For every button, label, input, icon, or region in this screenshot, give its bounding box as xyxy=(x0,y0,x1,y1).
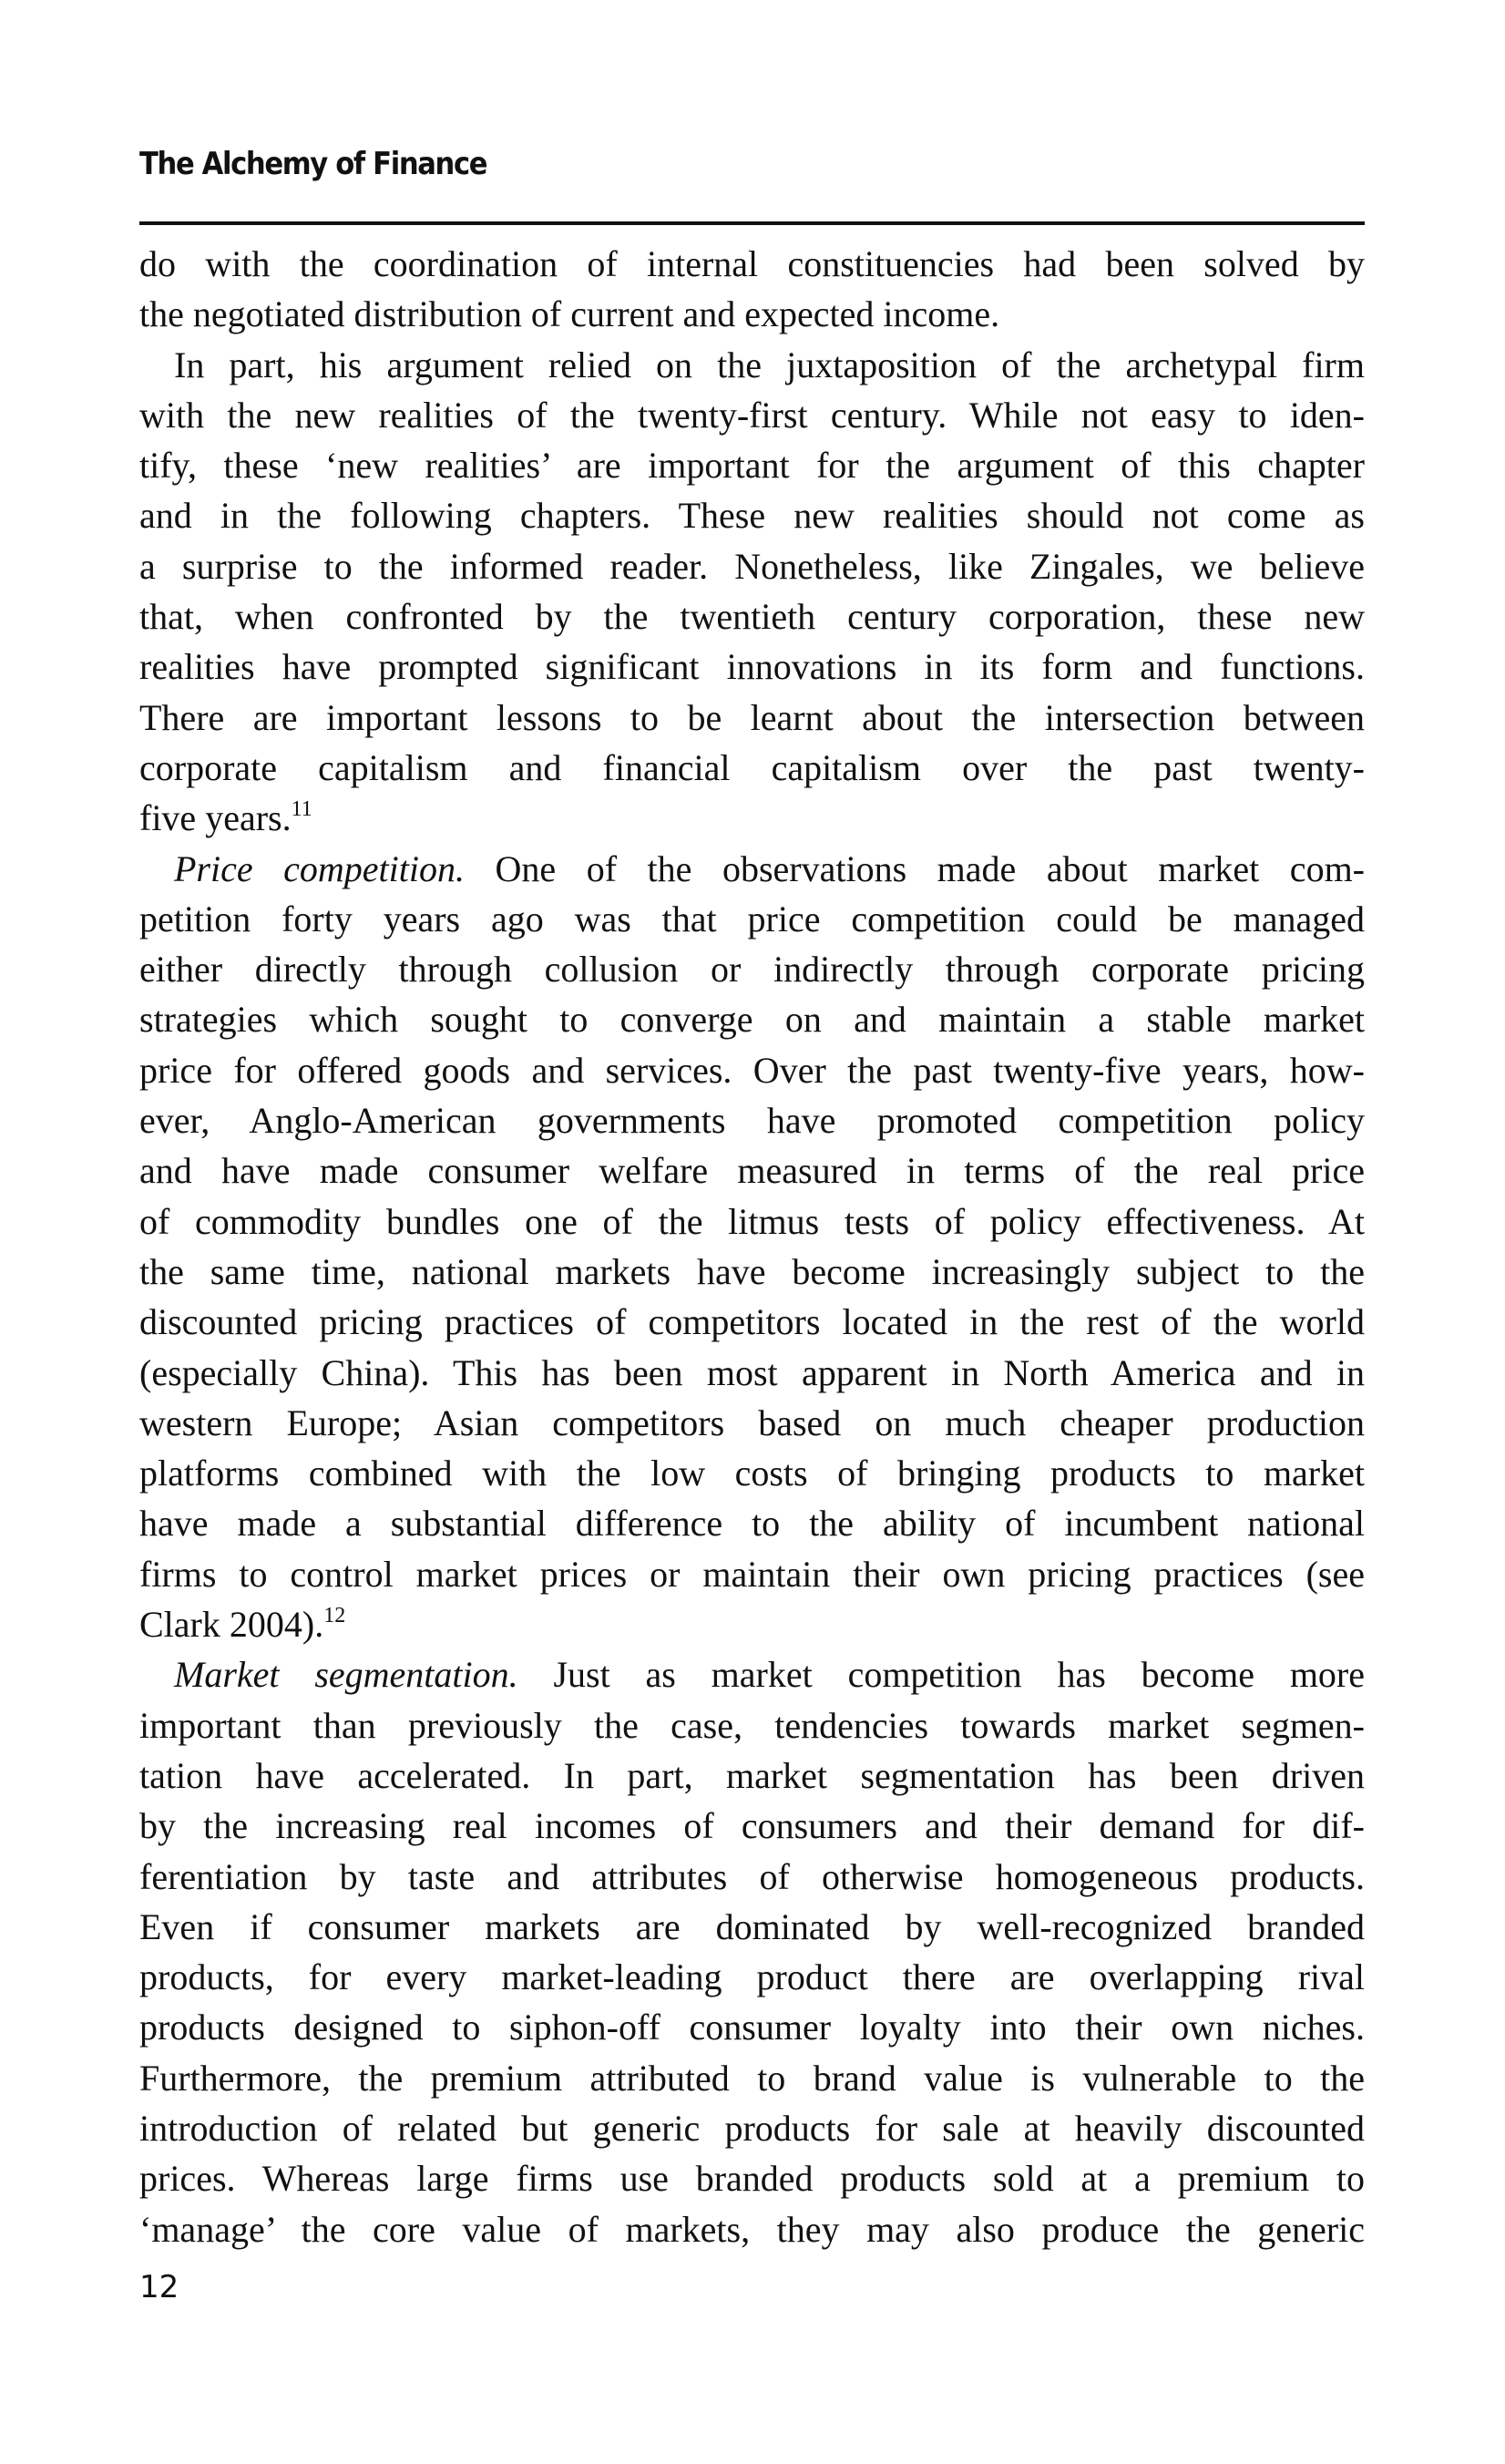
text-line: the negotiated distribution of current and expected income. xyxy=(139,293,1000,335)
page-number: 12 xyxy=(139,2269,179,2305)
text-line: important than previously the case, tendencies towards market segmen- xyxy=(139,1704,1365,1746)
text-line: by the increasing real incomes of consumers and their demand for dif- xyxy=(139,1805,1365,1847)
text-line: platforms combined with the low costs of bringing products to market xyxy=(139,1453,1365,1494)
text-line: and have made consumer welfare measured in terms of the real price xyxy=(139,1150,1365,1192)
italic-run-in-heading: Price competition. xyxy=(174,847,465,889)
text-line: There are important lessons to be learnt about the intersection between xyxy=(139,696,1365,738)
text-line: strategies which sought to converge on and maintain a stable market xyxy=(139,999,1365,1041)
text-line xyxy=(139,844,1365,894)
text-line: with the new realities of the twenty-first century. While not easy to iden- xyxy=(139,394,1365,436)
running-header-title: The Alchemy of Finance xyxy=(139,146,487,182)
line-text: Clark 2004). xyxy=(139,1604,324,1646)
footnote-marker[interactable]: 11 xyxy=(291,797,312,822)
text-line xyxy=(139,1599,1365,1649)
text-line: prices. Whereas large firms use branded products sold at a premium to xyxy=(139,2158,1365,2200)
footnote-marker[interactable]: 12 xyxy=(323,1604,346,1628)
body-text xyxy=(139,239,1365,2254)
text-line: Even if consumer markets are dominated by well-recognized branded xyxy=(139,1905,1365,1947)
text-line xyxy=(139,1649,1365,1699)
text-line: tify, these ‘new realities’ are important for the argument of this chapter xyxy=(139,445,1365,487)
text-line: of commodity bundles one of the litmus tests of policy effectiveness. At xyxy=(139,1200,1365,1242)
text-line: ever, Anglo-American governments have promoted competition policy xyxy=(139,1100,1365,1142)
text-line: price for offered goods and services. Over the past twenty-five years, how- xyxy=(139,1049,1365,1091)
text-line: Furthermore, the premium attributed to brand value is vulnerable to the xyxy=(139,2057,1365,2099)
text-line: realities have prompted significant innovations in its form and functions. xyxy=(139,646,1365,688)
text-line: ferentiation by taste and attributes of otherwise homogeneous products. xyxy=(139,1855,1365,1897)
text-line: that, when confronted by the twentieth century corporation, these new xyxy=(139,596,1365,638)
text-line xyxy=(139,793,1365,843)
text-line: products designed to siphon-off consumer loyalty into their own niches. xyxy=(139,2007,1365,2048)
text-line: corporate capitalism and financial capitalism over the past twenty- xyxy=(139,746,1365,788)
line-text: Just as market competition has become more xyxy=(517,1654,1366,1696)
text-line: products, for every market-leading product there are overlapping rival xyxy=(139,1956,1365,1998)
text-line: have made a substantial difference to the ability of incumbent national xyxy=(139,1503,1365,1545)
italic-run-in-heading: Market segmentation. xyxy=(174,1654,518,1696)
text-line: western Europe; Asian competitors based on much cheaper production xyxy=(139,1401,1365,1443)
text-line: ‘manage’ the core value of markets, they may also produce the generic xyxy=(139,2208,1365,2250)
text-line: either directly through collusion or indirectly through corporate pricing xyxy=(139,949,1365,991)
text-line: a surprise to the informed reader. Nonetheless, like Zingales, we believe xyxy=(139,545,1365,587)
text-line: discounted pricing practices of competitors located in the rest of the world xyxy=(139,1301,1365,1343)
text-line: firms to control market prices or maintain their own pricing practices (see xyxy=(139,1553,1365,1595)
text-line: do with the coordination of internal constituencies had been solved by xyxy=(139,243,1365,284)
text-line: introduction of related but generic products for sale at heavily discounted xyxy=(139,2107,1365,2149)
text-line: petition forty years ago was that price competition could be managed xyxy=(139,898,1365,939)
header-rule xyxy=(139,221,1365,225)
line-text: five years. xyxy=(139,797,292,839)
text-line: (especially China). This has been most apparent in North America and in xyxy=(139,1351,1365,1393)
text-line: tation have accelerated. In part, market segmentation has been driven xyxy=(139,1754,1365,1796)
text-line: In part, his argument relied on the juxtaposition of the archetypal firm xyxy=(174,344,1365,385)
text-line: and in the following chapters. These new realities should not come as xyxy=(139,495,1365,537)
line-text: One of the observations made about market com- xyxy=(465,847,1365,889)
text-line: the same time, national markets have become increasingly subject to the xyxy=(139,1250,1365,1292)
